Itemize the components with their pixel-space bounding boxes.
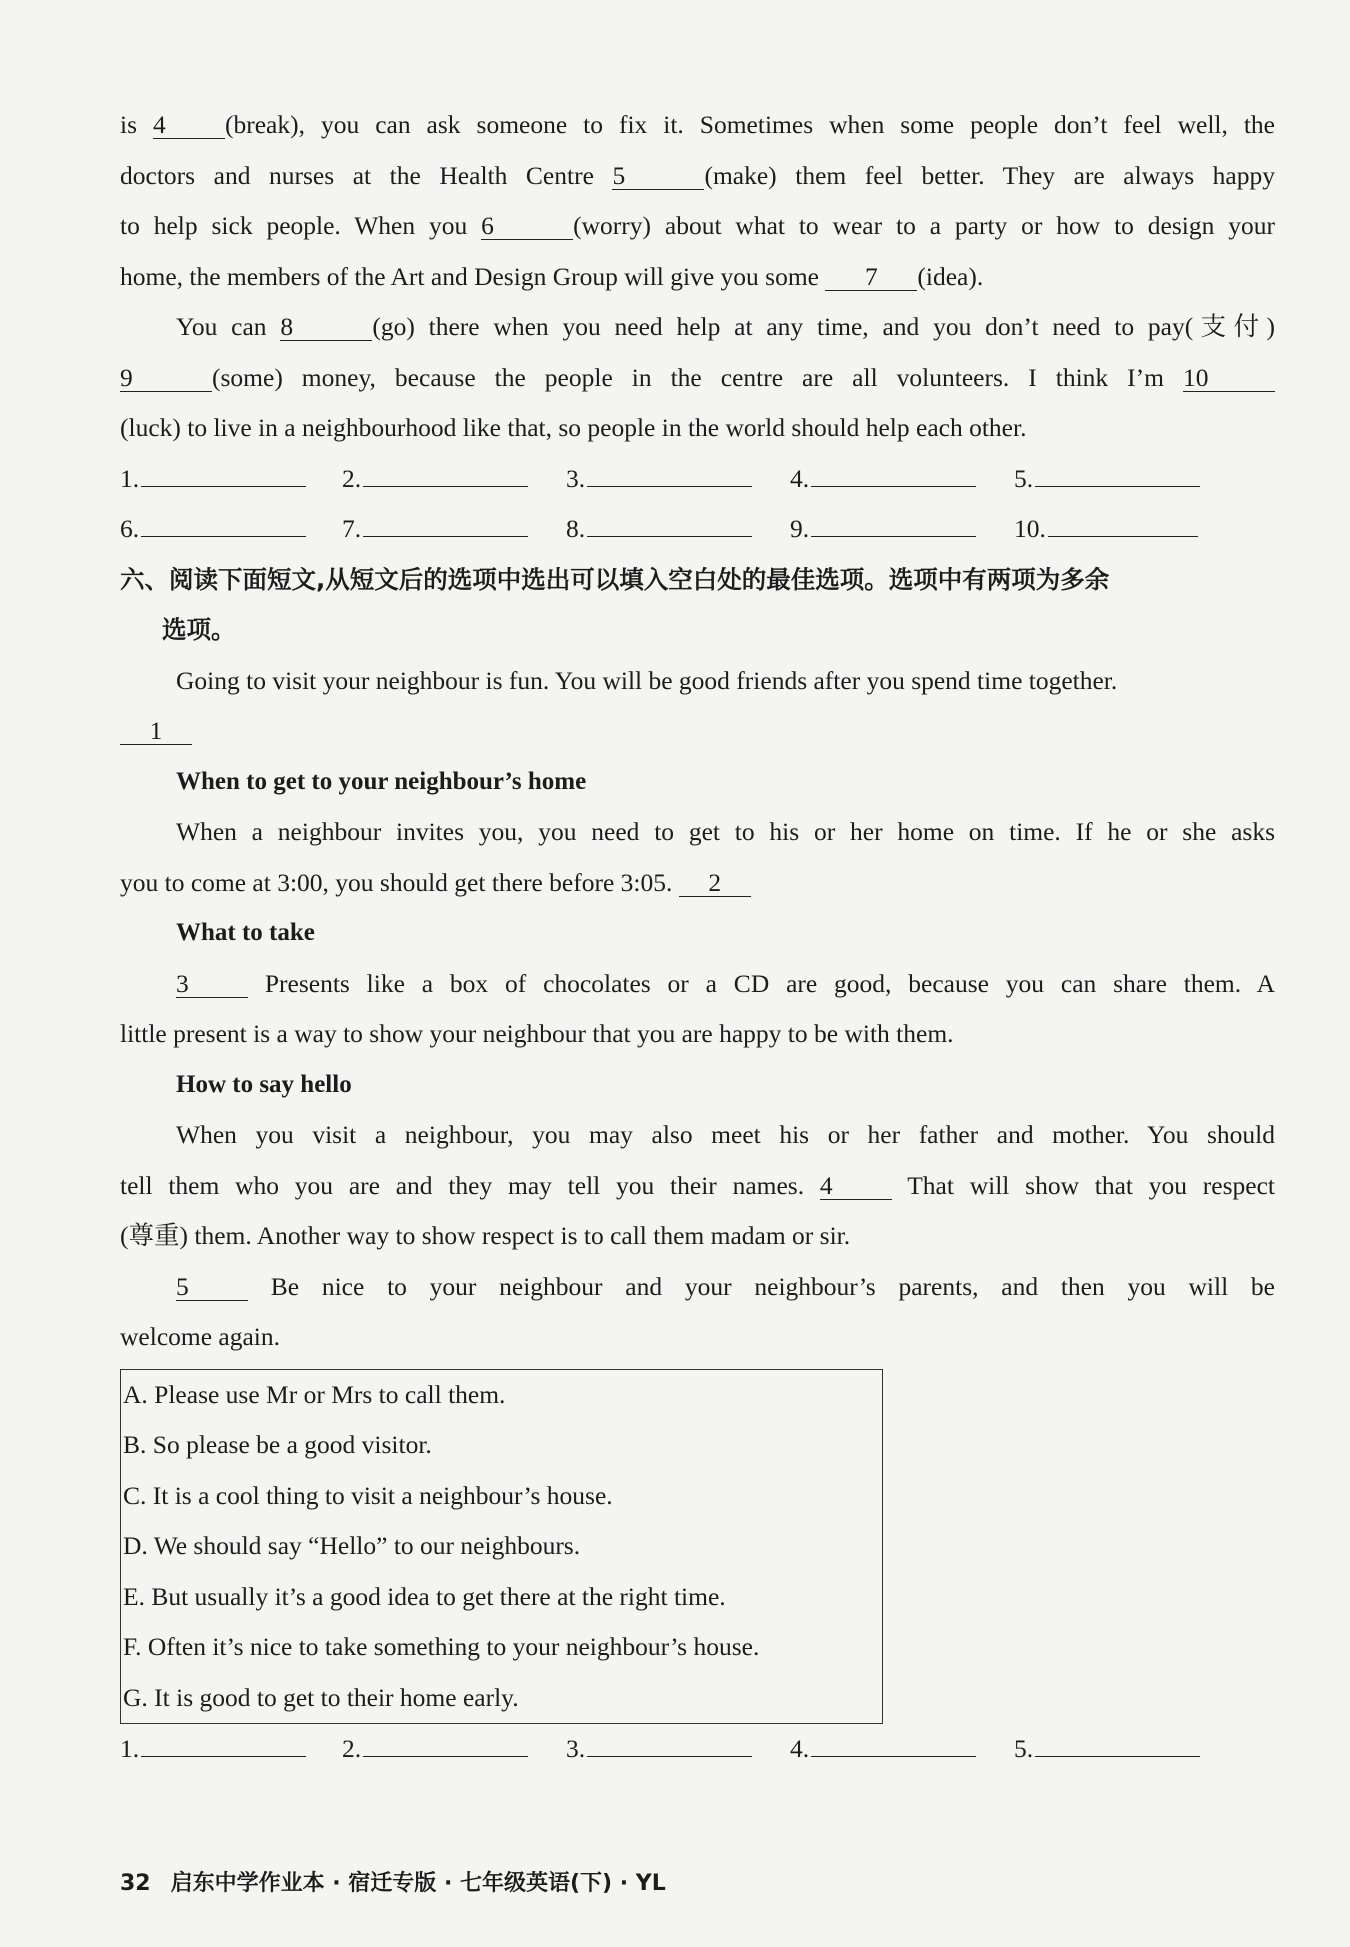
book-title: 启东中学作业本 · 宿迁专版 · 七年级英语(下) · YL [170,1871,666,1896]
blank-3: 3 [176,971,248,998]
answer-slot[interactable]: 3. [566,454,752,505]
passage1-line-6: 9 (some) money, because the people in the centre are all volunteers. I think I’m 10 [120,353,1275,404]
options-box [120,1369,883,1725]
passage2-p2-line-1: 3 Presents like a box of chocolates or a CD are good, because you can share them. A [176,968,1275,998]
passage2-p2-line-2: little present is a way to show your neighbour that you are happy to be with them. [120,1019,954,1048]
answer-slot[interactable]: 5. [1014,454,1200,505]
option-g: G. It is good to get to their home early. [123,1682,519,1712]
page-footer [120,1866,666,1897]
passage1-line-1: is 4 (break), you can ask someone to fix it. Sometimes when some people don’t feel well, the [120,110,1275,139]
blank-9: 9 [120,365,212,392]
blank-6: 6 [481,213,573,240]
passage2-p3-line-1: When you visit a neighbour, you may also meet his or her father and mother. You should [176,1120,1275,1149]
passage1-line-7: (luck) to live in a neighbourhood like that, so people in the world should help each other. [120,413,1027,442]
answer-row-3 [120,1724,1275,1775]
blank-4: 4 [153,112,225,139]
blank-5: 5 [176,1274,248,1301]
passage2-p3-line-3: (尊重) them. Another way to show respect is to call them madam or sir. [120,1221,851,1250]
option-c: C. It is a cool thing to visit a neighbour’s house. [123,1480,613,1510]
subheading-what: What to take [176,919,315,946]
blank-8: 8 [280,314,372,341]
page-content [120,100,1275,1775]
section-title-continued: 选项。 [162,615,236,644]
answer-slot[interactable]: 1. [120,454,306,505]
option-e: E. But usually it’s a good idea to get there at the right time. [123,1581,726,1611]
option-a: A. Please use Mr or Mrs to call them. [123,1379,506,1409]
passage1-line-5: You can 8 (go) there when you need help at any time, and you don’t need to pay(支付) [176,312,1276,341]
subheading-how: How to say hello [176,1070,352,1098]
blank-10: 10 [1183,365,1275,392]
answer-slot[interactable]: 2. [342,1724,528,1775]
passage2-intro: Going to visit your neighbour is fun. You will be good friends after you spend time together. [176,665,1118,695]
answer-row-2 [120,504,1275,555]
blank-7: 7 [825,264,917,291]
option-b: B. So please be a good visitor. [123,1430,432,1459]
passage2-p3-line-2: tell them who you are and they may tell you their names. 4 That will show that you respect [120,1170,1276,1200]
passage1-line-2: doctors and nurses at the Health Centre 5 (make) them feel better. They are always happy [120,160,1275,190]
answer-slot[interactable]: 1. [120,1724,306,1775]
answer-slot[interactable]: 4. [790,1724,976,1775]
answer-slot[interactable]: 6. [120,504,306,555]
passage2-p1-line-1: When a neighbour invites you, you need to get to his or her home on time. If he or she asks [176,817,1275,846]
passage1-line-3: to help sick people. When you 6 (worry) about what to wear to a party or how to design your [120,211,1275,240]
blank-4: 4 [820,1173,892,1200]
answer-slot[interactable]: 4. [790,454,976,505]
subheading-when: When to get to your neighbour’s home [176,767,587,795]
section-title: 六、阅读下面短文,从短文后的选项中选出可以填入空白处的最佳选项。选项中有两项为多余 [120,564,1110,594]
page-number: 32 [120,1871,151,1896]
answer-slot[interactable]: 7. [342,504,528,555]
answer-slot[interactable]: 2. [342,454,528,505]
blank-1: 1 [120,718,192,745]
passage1-line-4: home, the members of the Art and Design Group will give you some 7 (idea). [120,261,984,291]
blank-5: 5 [612,163,704,190]
passage2-blank-1-line [120,706,1275,757]
option-f: F. Often it’s nice to take something to your neighbour’s house. [123,1632,760,1661]
answer-slot[interactable]: 9. [790,504,976,555]
blank-2: 2 [679,870,751,897]
answer-slot[interactable]: 8. [566,504,752,555]
passage2-p4-line-2: welcome again. [120,1322,281,1351]
answer-slot[interactable]: 10. [1014,504,1198,555]
passage2-p4-line-1: 5 Be nice to your neighbour and your neighbour’s parents, and then you will be [176,1271,1275,1301]
option-d: D. We should say “Hello” to our neighbours. [123,1531,581,1560]
passage2-p1-line-2: you to come at 3:00, you should get there before 3:05. 2 [120,858,1275,909]
answer-slot[interactable]: 3. [566,1724,752,1775]
answer-slot[interactable]: 5. [1014,1724,1200,1775]
answer-row-1 [120,454,1275,505]
